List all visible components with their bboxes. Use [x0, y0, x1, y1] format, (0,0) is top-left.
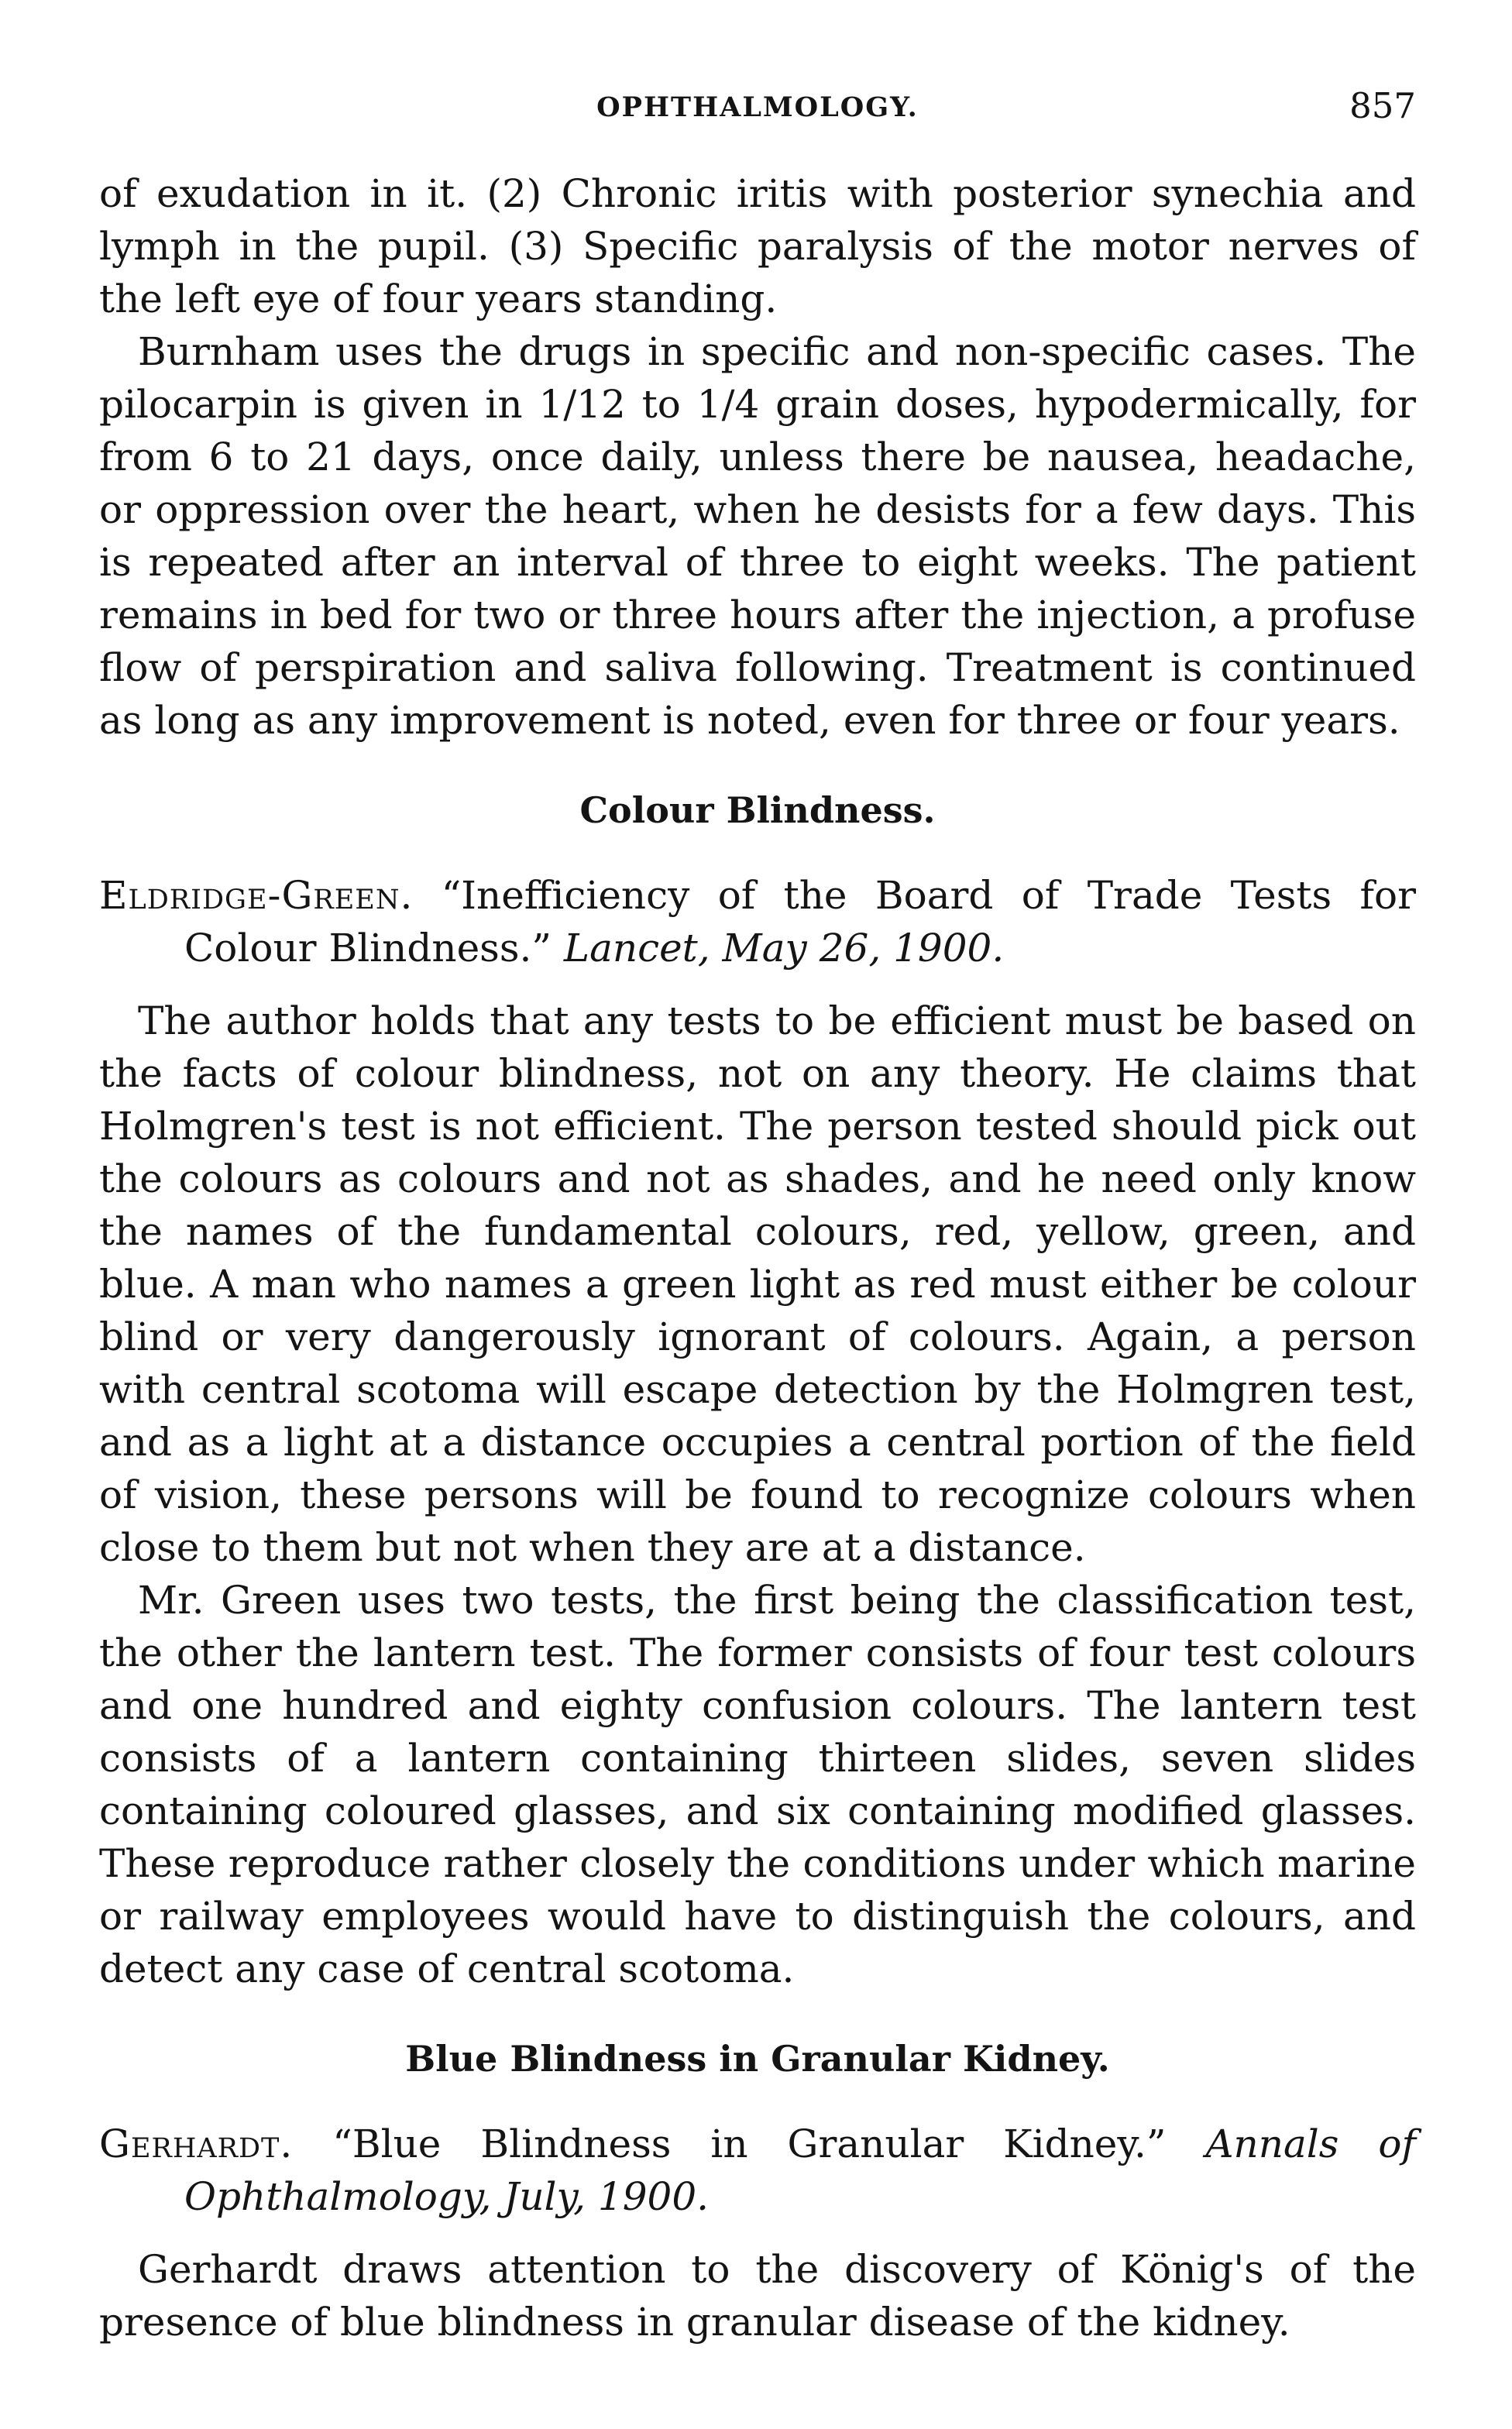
section-heading-blue-blindness: Blue Blindness in Granular Kidney.	[405, 2038, 1110, 2080]
running-head	[99, 77, 1416, 139]
blue-blindness-paragraph-1: Gerhardt draws attention to the discovery of König's of the presence of blue blindness in granular disease of the kidney.	[99, 2247, 1416, 2345]
reference-author: Gerhardt.	[99, 2122, 294, 2166]
reference-source: Annals of Ophthalmology, July, 1900.	[184, 2122, 1416, 2219]
page-number: 857	[1349, 85, 1416, 126]
intro-paragraph-2: Burnham uses the drugs in specific and non-specific cases. The pilocarpin is given in 1/12 to 1/4 grain doses, hypodermically, for from 6 to 21 days, once daily, unless there be nausea, headache, or oppression over the heart, when he desists for a few days. This is repeated after an interval of three to eight weeks. The patient remains in bed for two or three hours after the injection, a profuse flow of perspiration and saliva following. Treatment is continued as long as any improvement is noted, even for three or four years.	[99, 329, 1416, 743]
intro-paragraph-1: of exudation in it. (2) Chronic iritis with posterior synechia and lymph in the pupil. (3) Specific paralysis of the motor nerves of the left eye of four years standing.	[99, 171, 1416, 321]
reference-blue-blindness	[99, 2118, 1416, 2223]
page	[99, 77, 1416, 2401]
colour-blindness-paragraph-1: The author holds that any tests to be efficient must be based on the facts of colour blindness, not on any theory. He claims that Holmgren's test is not efficient. The person tested should pick out the colours as colours and not as shades, and he need only know the names of the fundamental colours, red, yellow, green, and blue. A man who names a green light as red must either be colour blind or very dangerously ignorant of colours. Again, a person with central scotoma will escape detection by the Holmgren test, and as a light at a distance occupies a central portion of the field of vision, these persons will be found to recognize colours when close to them but not when they are at a distance.	[99, 998, 1416, 1570]
reference-title: “Blue Blindness in Granular Kidney.”	[332, 2122, 1167, 2166]
reference-author: Eldridge-Green.	[99, 873, 414, 918]
running-title: OPHTHALMOLOGY.	[596, 91, 919, 123]
colour-blindness-paragraph-2: Mr. Green uses two tests, the first being the classification test, the other the lantern test. The former consists of four test colours and one hundred and eighty confusion colours. The lantern test consists of a lantern containing thirteen slides, seven slides containing coloured glasses, and six containing modified glasses. These reproduce rather closely the conditions under which marine or railway employees would have to distinguish the colours, and detect any case of central scotoma.	[99, 1578, 1416, 1991]
reference-colour-blindness	[99, 869, 1416, 974]
reference-source: Lancet, May 26, 1900.	[563, 926, 1005, 971]
section-heading-colour-blindness: Colour Blindness.	[579, 789, 936, 831]
reference-title: “Inefficiency of the Board of Trade Tests for Colour Blindness.”	[184, 873, 1416, 971]
